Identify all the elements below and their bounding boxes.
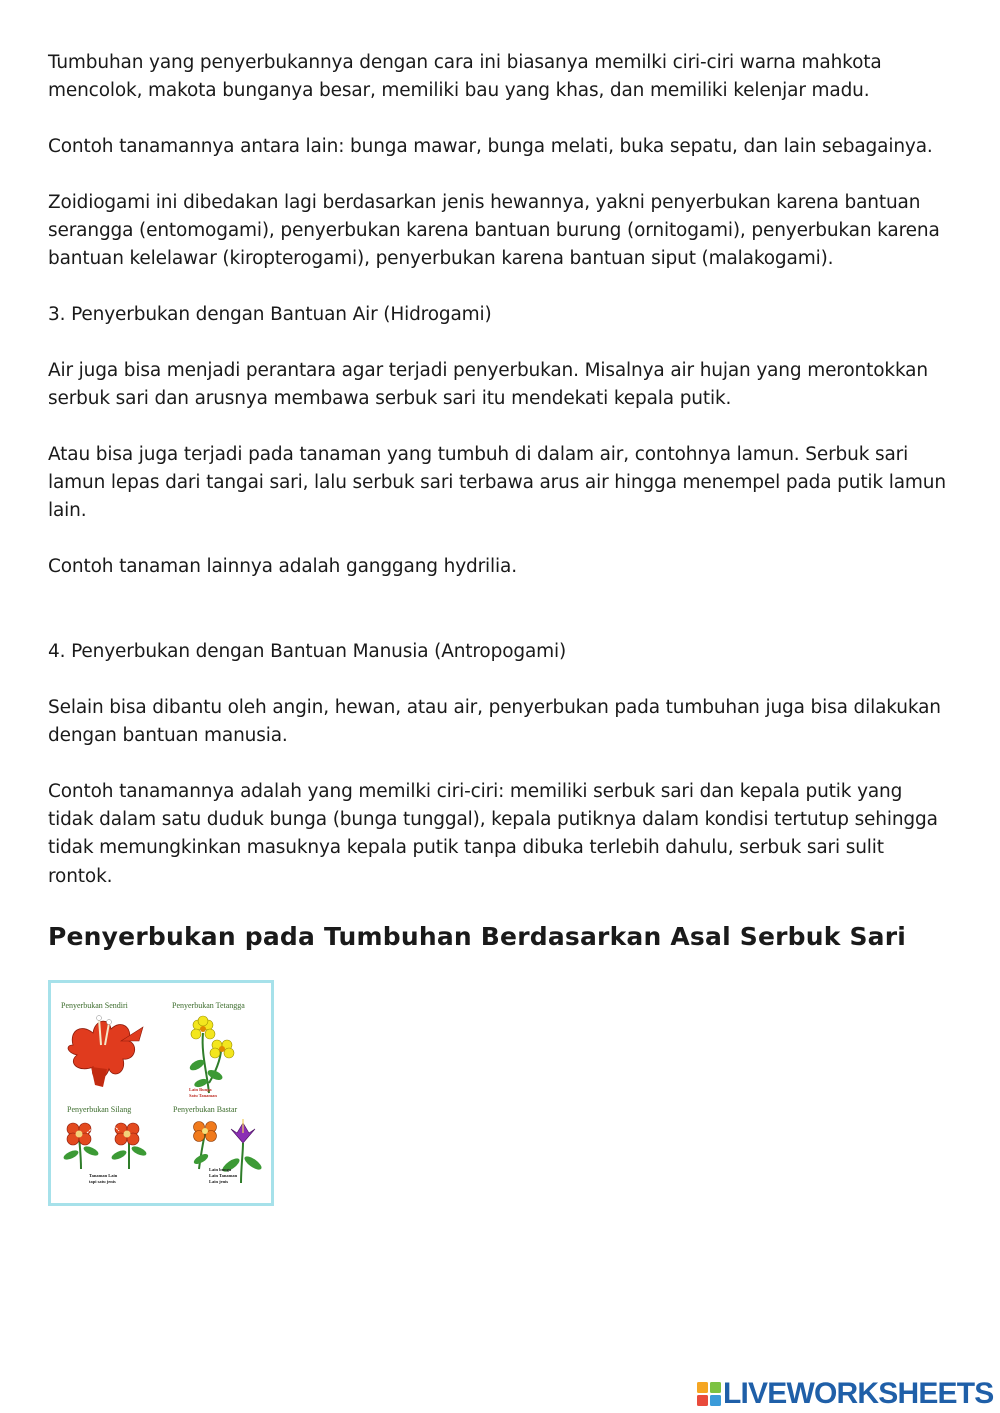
self-pollination-flower-icon <box>68 1016 143 1088</box>
bastar-note: Lain Tanaman <box>209 1173 238 1178</box>
liveworksheets-logo-icon <box>697 1382 721 1406</box>
paragraph: Atau bisa juga terjadi pada tanaman yang tumbuh di dalam air, contohnya lamun. Serbuk sari lamun lepas dari tangai sari, lalu serbuk sari terbawa arus air hingga menempel pada putik lamun lain. <box>48 444 946 522</box>
panel-label-bastar: Penyerbukan Bastar <box>173 1105 238 1114</box>
neighbor-pollination-plant-icon <box>184 1016 234 1098</box>
bastar-note: Lain bunga <box>209 1167 232 1172</box>
pollination-types-figure <box>48 980 274 1206</box>
tetangga-note: Lain Bunga <box>189 1087 212 1092</box>
cross-pollination-plants-icon <box>62 1123 147 1184</box>
panel-label-sendiri: Penyerbukan Sendiri <box>61 1001 128 1010</box>
list-heading-antropogami: 4. Penyerbukan dengan Bantuan Manusia (Antropogami) <box>48 641 567 662</box>
panel-label-tetangga: Penyerbukan Tetangga <box>172 1001 245 1010</box>
list-heading-hidrogami: 3. Penyerbukan dengan Bantuan Air (Hidrogami) <box>48 304 492 325</box>
panel-label-silang: Penyerbukan Silang <box>67 1105 132 1114</box>
brand-wordmark: LIVEWORKSHEETS <box>723 1377 994 1410</box>
paragraph: Contoh tanamannya adalah yang memilki ciri-ciri: memiliki serbuk sari dan kepala putik yang tidak dalam satu duduk bunga (bunga tunggal), kepala putiknya dalam kondisi tertutup sehingga tidak memungkinkan masuknya kepala putik tanpa dibuka terlebih dahulu, serbuk sari sulit rontok. <box>48 781 938 887</box>
tetangga-note: Satu Tanaman <box>189 1093 217 1098</box>
hybrid-pollination-plants-icon <box>192 1119 263 1184</box>
paragraph: Air juga bisa menjadi perantara agar terjadi penyerbukan. Misalnya air hujan yang merontokkan serbuk sari dan arusnya membawa serbuk sari itu mendekati kepala putik. <box>48 360 928 410</box>
paragraph: Contoh tanamannya antara lain: bunga mawar, bunga melati, buka sepatu, dan lain sebagainya. <box>48 136 933 157</box>
liveworksheets-brand[interactable] <box>697 1378 994 1410</box>
paragraph: Tumbuhan yang penyerbukannya dengan cara ini biasanya memilki ciri-ciri warna mahkota mencolok, makota bunganya besar, memiliki bau yang khas, dan memiliki kelenjar madu. <box>48 52 882 102</box>
paragraph: Zoidiogami ini dibedakan lagi berdasarkan jenis hewannya, yakni penyerbukan karena bantuan serangga (entomogami), penyerbukan karena bantuan burung (ornitogami), penyerbukan karena bantuan kelelawar (kiropterogami), penyerbukan karena bantuan siput (malakogami). <box>48 192 940 270</box>
silang-note: tapi satu jenis <box>89 1179 116 1184</box>
section-heading: Penyerbukan pada Tumbuhan Berdasarkan Asal Serbuk Sari <box>48 922 907 951</box>
paragraph: Selain bisa dibantu oleh angin, hewan, atau air, penyerbukan pada tumbuhan juga bisa dilakukan dengan bantuan manusia. <box>48 697 941 747</box>
bastar-note: Lain jenis <box>209 1179 229 1184</box>
silang-note: Tanaman Lain <box>89 1173 118 1178</box>
paragraph: Contoh tanaman lainnya adalah ganggang hydrilia. <box>48 556 517 577</box>
